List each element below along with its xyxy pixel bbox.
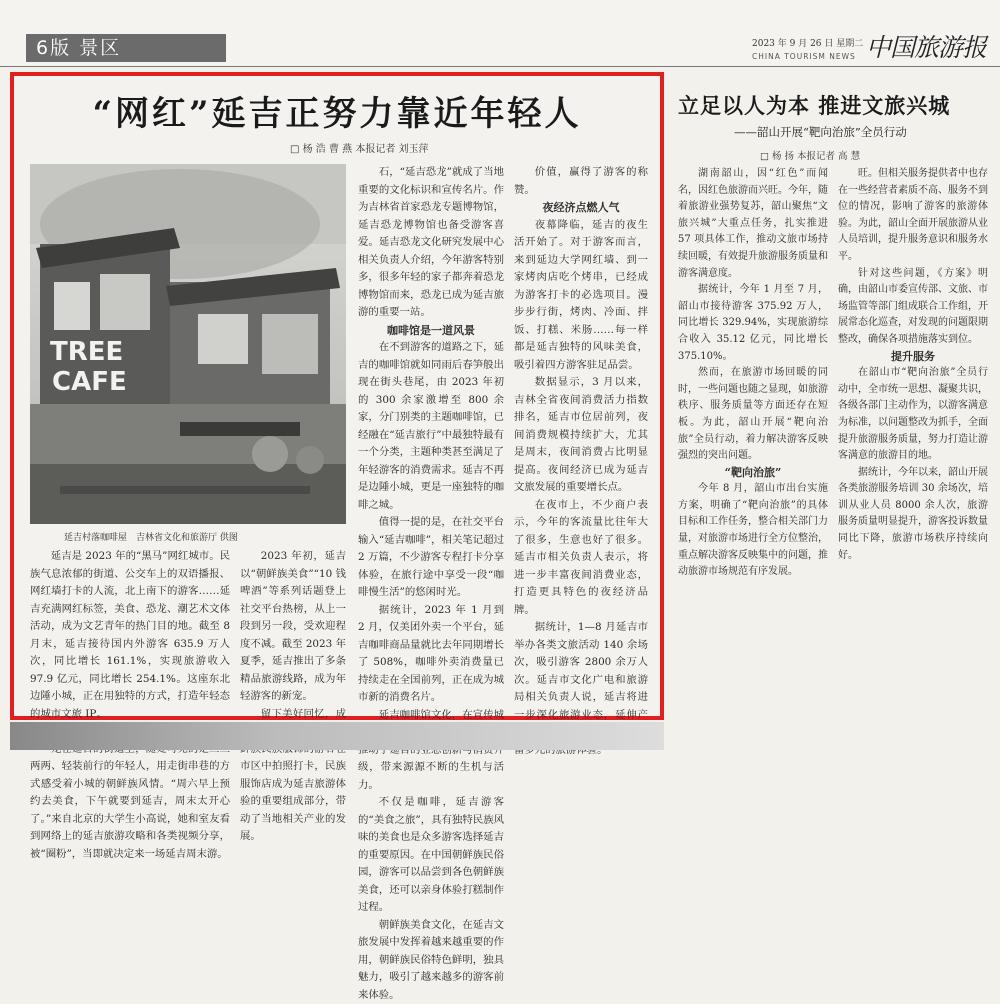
section-label: 6版 景区: [26, 34, 226, 62]
right-col1-paragraph: 然而，在旅游市场回暖的同时，一些问题也随之显现，如旅游秩序、服务质量等方面还存在短板。为此，韶山开展“靶向治旅”全员行动，着力解决游客反映强烈的突出问题。: [678, 365, 828, 465]
right-col1-paragraph: 湖南韶山，因“红色”而闻名，因红色旅游而兴旺。今年，随着旅游业强势复苏，韶山聚焦“文旅兴城”大重点任务，扎实推进 57 项具体工作，推动文旅市场持续回暖，有效提升旅游服务质量和游客满意度。: [678, 166, 828, 282]
bottom-photo-strip: [10, 722, 664, 750]
right-col2-paragraph: 针对这些问题，《方案》明确，由韶山市委宣传部、文旅、市场监管等部门组成联合工作组，开展常态化巡查，对发现的问题限期整改，确保各项措施落实到位。: [838, 266, 988, 349]
col3-paragraph: 延吉咖啡馆文化，在宣传城 级，带来源源不断的生机与活力。: [358, 707, 504, 795]
cafe-photo-illustration: [30, 164, 346, 524]
right-col1-paragraph: 据统计，今年 1 月至 7 月，韶山市接待游客 375.92 万人，同比增长 329.94%，实现旅游综合收入 35.12 亿元，同比增长 375.10%。: [678, 282, 828, 365]
right-col2-paragraph: 据统计，今年以来，韶山开展各类旅游服务培训 30 余场次，培训从业人员 8000 余人次，旅游服务质量明显提升，游客投诉数量同比下降，旅游市场秩序持续向好。: [838, 465, 988, 565]
col1-paragraph: 延吉是 2023 年的“黑马”网红城市。民族气息浓郁的街道、公交车上的双语播报、网红墙打卡的人流，北上南下的游客……延吉充满网红标签，美食、恐龙、潮艺术文体活动，成为文艺青年的热门目的地。截至 8 月末，延吉接待国内外游客 635.9 万人次，同比增长 161.1%，实现旅游收入 97.9 亿元，同比增长 254.1%。这座东北边陲小城，正在用独特的方式，打造年轻态的城市文旅 IP。: [30, 548, 230, 723]
photo-caption: 延吉村落咖啡屋 吉林省文化和旅游厅 供图: [64, 530, 238, 543]
col4-paragraph: 数据显示，3 月以来，吉林全省夜间消费活力指数排名，延吉市位居前列，夜间消费规模持续扩大，尤其是周末，夜间消费占比明显提高。夜间经济已成为延吉文旅发展的重要增长点。: [514, 374, 648, 497]
col4-subhead: 夜经济点燃人气: [514, 199, 648, 217]
col3-paragraph: 朝鲜族美食文化，在延吉文旅发展中发挥着越来越重要的作用，朝鲜族民俗特色鲜明，独具魅力，吸引了越来越多的游客前来体验。: [358, 917, 504, 1004]
right-article-headline: 立足以人为本 推进文旅兴城: [678, 90, 950, 120]
english-title: CHINA TOURISM NEWS: [752, 52, 856, 61]
column-3: [358, 164, 504, 718]
article-headline: “网红”延吉正努力靠近年轻人: [14, 86, 660, 135]
col4-paragraph: 夜幕降临，延吉的夜生活开始了。对于游客而言，来到延边大学网红墙、到一家烤肉店吃个烤串，已经成为游客打卡的必选项目。漫步步行街，烤肉、冷面、拌饭、打糕、米肠……每一样都是延吉独特的风味美食，吸引着四方游客驻足品尝。: [514, 217, 648, 375]
col4-paragraph: 价值，赢得了游客的称赞。: [514, 164, 648, 199]
col3-paragraph: 不仅是咖啡，延吉游客的“美食之旅”，具有独特民族风味的美食也是众多游客选择延吉的重要原因。在中国朝鲜族民俗园，游客可以品尝到各色朝鲜族美食，还可以亲身体验打糕制作过程。: [358, 794, 504, 917]
article-byline: □ 杨 浩 曹 燕 本报记者 刘玉萍: [290, 140, 429, 155]
right-column-1: [678, 166, 828, 750]
column-2-lower: [240, 548, 346, 718]
right-col2-subhead: 提升服务: [838, 349, 988, 366]
right-col1-paragraph: 今年 8 月，韶山市出台实施方案，明确了“靶向治旅”的具体目标和工作任务，整合相关部门力量，对旅游市场进行全方位整治，重点解决游客反映集中的问题，推动旅游市场规范有序发展。: [678, 481, 828, 581]
header-rule: [0, 66, 1000, 67]
column-1-lower: [30, 548, 230, 718]
col3-paragraph: 值得一提的是，在社交平台输入“延吉咖啡”，相关笔记超过 2 万篇，不少游客专程打卡分享体验，在旅行途中享受一段“咖啡慢生活”的悠闲时光。: [358, 514, 504, 602]
tree-cafe-sign: TREE: [50, 337, 123, 367]
tree-cafe-sign-line2: CAFE: [52, 367, 127, 397]
right-col1-subhead: “靶向治旅”: [678, 465, 828, 482]
col4-paragraph: 在夜市上，不少商户表示，今年的客流量比往年大了很多，生意也好了很多。延吉市相关负责人表示，将进一步丰富夜间消费业态，打造更具特色的夜经济品牌。: [514, 497, 648, 620]
col3-paragraph: 石，“延吉恐龙”就成了当地重要的文化标识和宣传名片。作为吉林省首家恐龙专题博物馆，延吉恐龙博物馆也备受游客喜爱。延吉恐龙文化研究发展中心相关负责人介绍，今年游客特别多，很多年轻的家子都奔着恐龙博物馆而来，恐龙已成为延吉旅游的重要一站。: [358, 164, 504, 322]
col2-lower-paragraph: 留下美好回忆，成 市区中拍照打卡，民族服饰店成为延吉旅游体验的重要组成部分，带动了当地相关产业的发展。: [240, 706, 346, 846]
right-col2-paragraph: 旺。但相关服务提供者中也存在一些经营者素质不高、服务不到位的情况，影响了游客的旅游体验。为此，韶山全面开展旅游从业人员培训，提升服务意识和服务水平。: [838, 166, 988, 266]
right-article-subtitle: ——韶山开展“靶向治旅”全员行动: [734, 124, 907, 140]
col3-subhead: 咖啡馆是一道风景: [358, 322, 504, 340]
col4-paragraph: 据统计，1—8 月延吉市举办各类文旅活动 140 余场次，吸引游客 2800 余万人次。延吉市文化广电和旅游局相关负责人说，延吉将进一步深化旅游业态，延伸产: [514, 619, 648, 759]
newspaper-masthead: 中国旅游报: [866, 28, 986, 64]
right-article-byline: □ 杨 扬 本报记者 高 慧: [760, 148, 860, 162]
col3-paragraph: 据统计，2023 年 1 月到 2 月，仅美团外卖一个平台，延吉咖啡商品量就比去年同期增长了 508%，咖啡外卖消费量已持续走在全国前列，正在成为城市新的消费名片。: [358, 602, 504, 707]
col3-paragraph: 在不到游客的道路之下，延吉的咖啡馆就如同雨后春笋般出现在街头巷尾，由 2023 年初的 300 余家激增至 800 余家，分门别类的主题咖啡馆，已经融在“延吉旅行”中最独特最有一个分类，主题种类甚至满足了年轻游客的消费需求。延吉不再是边陲小城，更是一座独特的咖啡之城。: [358, 339, 504, 514]
highlighted-article: [10, 72, 664, 720]
col1-paragraph: 两两、轻装前行的年轻人，用走街串巷的方式感受着小城的朝鲜族风情。“周六早上预约去美食，下午就要到延吉，周末太开心了。”来自北京的大学生小高说，她和室友看到网络上的延吉旅游攻略和各类视频分享，被“圈粉”，当即就决定来一场延吉周末游。: [30, 741, 230, 864]
right-column-2: [838, 166, 988, 750]
col2-lower-paragraph: 2023 年初，延吉以“朝鲜族美食”“10 钱啤酒”等系列话题登上社交平台热榜，从上一段到另一段，受欢迎程度不减。截至 2023 年夏季，延吉推出了多条精品旅游线路，成为年轻游客的新宠。: [240, 548, 346, 706]
right-col2-paragraph: 在韶山市“靶向治旅”全员行动中，全市统一思想、凝聚共识，各级各部门主动作为，以游客满意为标准，以问题整改为抓手，全面提升旅游服务质量，努力打造让游客满意的旅游目的地。: [838, 365, 988, 465]
cafe-photo: [30, 164, 346, 524]
column-4: [514, 164, 648, 718]
issue-date: 2023 年 9 月 26 日 星期二: [752, 36, 863, 49]
